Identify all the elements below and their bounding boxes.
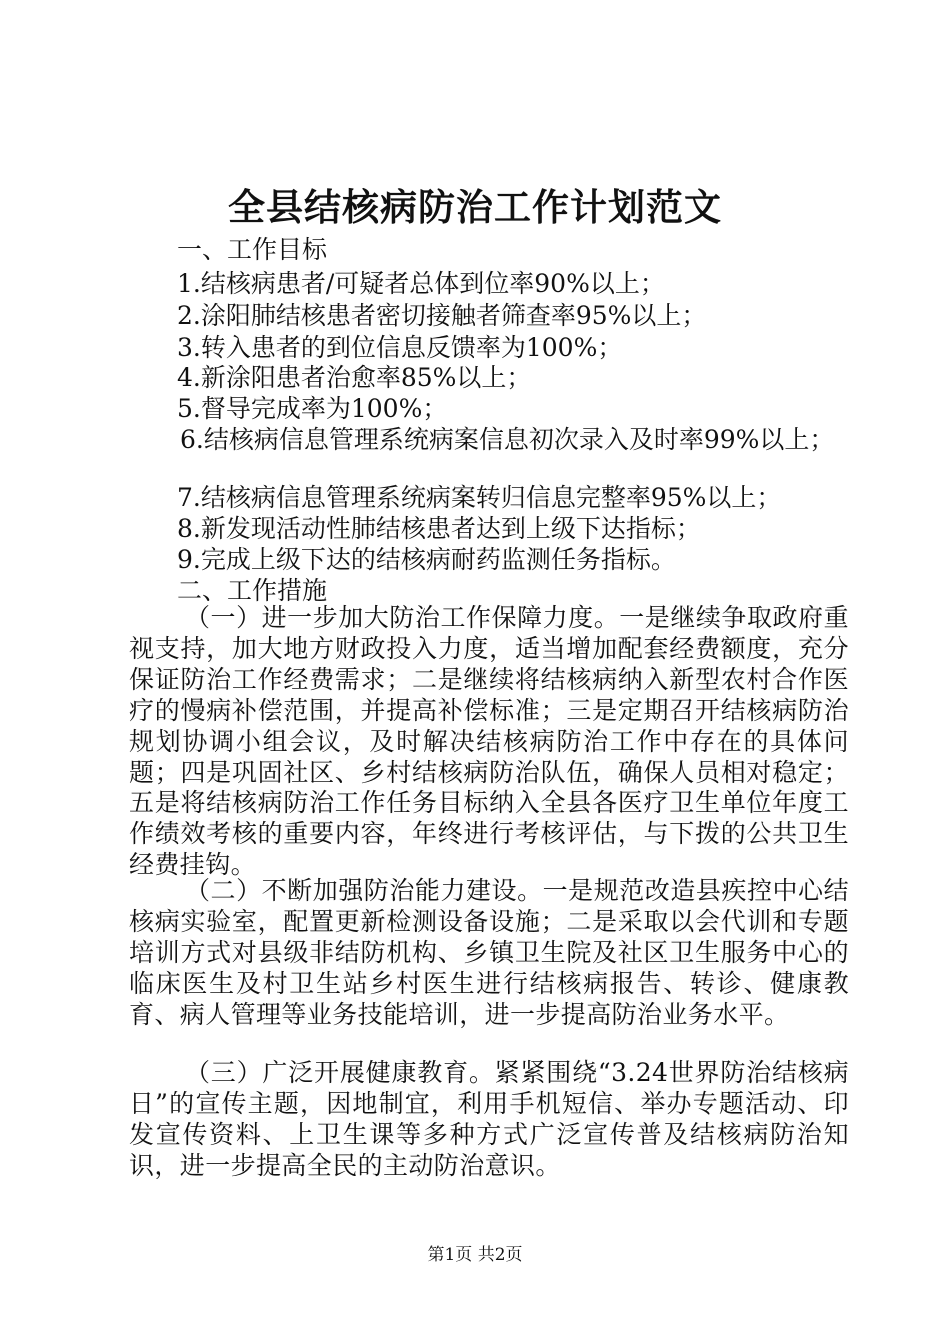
goal-item: 9.完成上级下达的结核病耐药监测任务指标。	[177, 545, 676, 574]
page-footer: 第1页 共2页	[427, 1245, 523, 1265]
goal-item: 5.督导完成率为100%；	[177, 394, 448, 423]
measure-paragraph: （一）进一步加大防治工作保障力度。一是继续争取政府重视支持，加大地方财政投入力度，适当增加配套经费额度，充分保证防治工作经费需求；二是继续将结核病纳入新型农村合作医疗的慢病补偿范围，并提高补偿标准；三是定期召开结核病防治规划协调小组会议，及时解决结核病防治工作中存在的具体问题；四是巩固社区、乡村结核病防治队伍，确保人员相对稳定；五是将结核病防治工作任务目标纳入全县各医疗卫生单位年度工作绩效考核的重要内容，年终进行考核评估，与下拨的公共卫生经费挂钩。	[129, 603, 849, 880]
section-heading-goals: 一、工作目标	[177, 235, 328, 264]
goal-item: 6.结核病信息管理系统病案信息初次录入及时率99%以上；	[180, 425, 835, 454]
goal-item: 1.结核病患者/可疑者总体到位率90%以上；	[177, 269, 665, 298]
measure-paragraph: （三）广泛开展健康教育。紧紧围绕“3.24世界防治结核病日”的宣传主题，因地制宜，利用手机短信、举办专题活动、印发宣传资料、上卫生课等多种方式广泛宣传普及结核病防治知识，进一步提高全民的主动防治意识。	[129, 1058, 849, 1180]
goal-item: 7.结核病信息管理系统病案转归信息完整率95%以上；	[177, 483, 782, 512]
measure-paragraph: （二）不断加强防治能力建设。一是规范改造县疾控中心结核病实验室，配置更新检测设备设施；二是采取以会代训和专题培训方式对县级非结防机构、乡镇卫生院及社区卫生服务中心的临床医生及村卫生站乡村医生进行结核病报告、转诊、健康教育、病人管理等业务技能培训，进一步提高防治业务水平。	[129, 876, 849, 1029]
goal-item: 4.新涂阳患者治愈率85%以上；	[177, 363, 532, 392]
goal-item: 8.新发现活动性肺结核患者达到上级下达指标；	[177, 514, 701, 543]
section-heading-measures: 二、工作措施	[177, 576, 328, 605]
goal-item: 3.转入患者的到位信息反馈率为100%；	[177, 333, 623, 362]
page-title: 全县结核病防治工作计划范文	[228, 185, 722, 229]
goal-item: 2.涂阳肺结核患者密切接触者筛查率95%以上；	[177, 301, 707, 330]
